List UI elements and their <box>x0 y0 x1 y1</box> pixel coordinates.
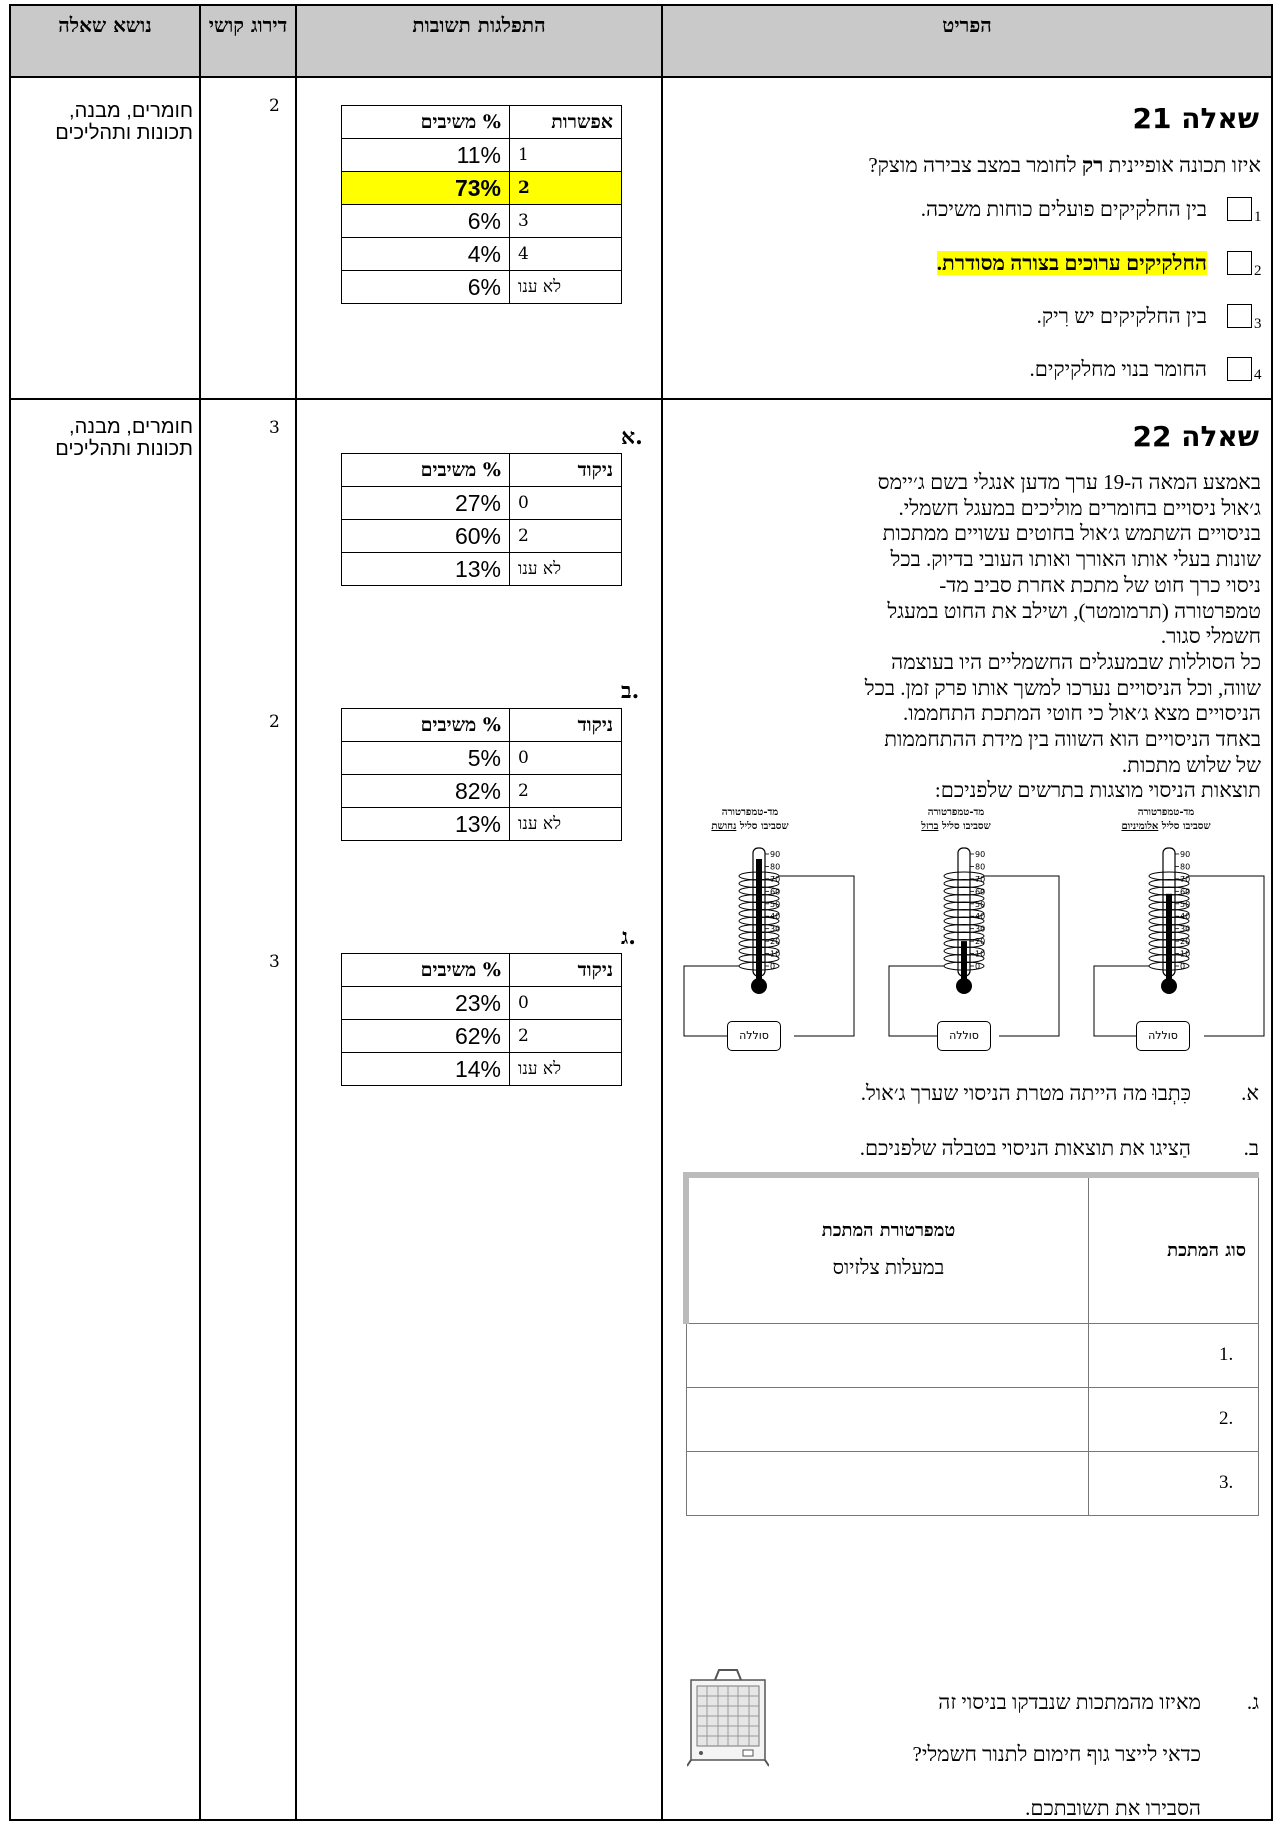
q22-passage <box>671 470 1261 804</box>
table-row: 0 23% <box>342 987 622 1020</box>
answer-col-temperature: טמפרטורת המתכת במעלות צלזיוס <box>686 1175 1089 1323</box>
wire <box>984 876 1059 1036</box>
q22-sub-a-label: א. <box>1241 1081 1259 1105</box>
q22-a-difficulty: 3 <box>269 418 280 438</box>
battery-2: סוללה <box>937 1021 991 1051</box>
q21-question: איזו תכונה אופיינית רק לחומר במצב צבירה מוצק? <box>868 153 1261 177</box>
q22-a-distribution-table: ניקוד % משיבים 0 27% 2 60% לא ענו 13% <box>341 453 622 586</box>
answer-cell-1[interactable] <box>686 1323 1089 1387</box>
tick-label: 70 <box>975 874 986 884</box>
thermometer-bulb <box>1161 978 1177 994</box>
tick-label: 40 <box>975 912 986 922</box>
electric-heater-icon <box>687 1666 769 1768</box>
q22-c-label: ג. <box>621 924 636 950</box>
header-topic: נושא שאלה <box>58 13 152 37</box>
table-row: לא ענו 13% <box>342 808 622 841</box>
tick-label: 10 <box>1180 949 1191 959</box>
q22-sub-b-label: ב. <box>1243 1136 1259 1160</box>
passage-line: באחד הניסויים הוא השווה בין מידת ההתחממות <box>884 727 1261 752</box>
q22-sub-c-line1: מאיזו מהמתכות שנבדקו בניסוי זה <box>938 1690 1201 1714</box>
q22-sub-c-label: ג. <box>1246 1690 1259 1714</box>
exam-analysis-page: נושא שאלה דירוג קושי התפלגות תשובות הפריט חומרים, מבנה, תכונות ותהליכים 2 אפשרות % משיבים 1 11% 2 73% 3 6% 4 4% לא ענו 6% שאלה 21 איזו תכונה אופיינית רק לחומר במצב צבירה מוצק? 1 בין החלקיקים פועלים כוחות משיכה. 2 החלקיקים ערוכים בצורה מסודרת. 3 בין החלקיקים יש רִיק. 4 החומר בנוי מחלקיקים. חומרים, מבנה, תכונות ותהליכים 3 2 3 א. ניקוד % משיבים 0 27% 2 60% לא ענו 13% ב. ניקוד % משיבים 0 5% 2 82% לא ענו 13% ג. ניקוד % משיבים 0 23% 2 62% לא ענו 14% שאלה 22 באמצע המאה ה-19 ערך מדען אנגלי בשם ג׳יימס ג׳אול ניסויים בחומרים מוליכים במעגל חשמלי. בניסויים השתמש ג׳אול בחוטים עשויים ממתכות שונות בעלי אותו האורך ואותו העובי בדיוק. בכל ניסוי כרך חוט של מתכת אחרת סביב מד- טמפרטורה (תרמומטר), ושילב את החוט במעגל חשמלי סגור. כל הסוללות שבמעגלים החשמליים היו בעוצמה שווה, וכל הניסויים נערכו למשך אותו פרק זמן. בכל הניסויים מצא ג׳אול כי חוטי המתכת התחממו. באחד הניסויים הוא השווה בין מידת ההתחממות של שלוש מתכות. תוצאות הניסוי מוצגות בתרשים שלפניכם: 90 80 70 60 50 40 30 20 10 0 90 80 70 60 50 40 30 20 10 0 90 80 70 60 50 40 30 20 10 0 מד-טמפרטורה שסביבו סליל אלומיניום מד-טמפרטורה שסביבו סליל ברזל מד-טמפרטורה שסביבו סליל נחושת סוללה סוללה סוללה א. כִּתְבוּ מה הייתה מטרת הניסוי שערך ג׳אול. ב. הַציגו את תוצאות הניסוי בטבלה שלפניכם. סוג המתכת טמפרטורת המתכת במעלות צלזיוס .1 .2 .3 ג. מאיזו מהמתכות שנבדקו בניסוי זה כדאי לייצר גוף חימום לתנור חשמלי? הסבירו את תשובתכם. <box>9 4 1273 1821</box>
thermometer-3 <box>684 848 854 1036</box>
table-row: לא ענו 13% <box>342 553 622 586</box>
header-difficulty: דירוג קושי <box>208 13 288 37</box>
passage-line: בניסויים השתמש ג׳אול בחוטים עשויים ממתכות <box>882 521 1261 546</box>
answer-cell-2[interactable] <box>686 1387 1089 1451</box>
mercury-column <box>756 859 762 984</box>
tick-label: 40 <box>1180 912 1191 922</box>
passage-line: הניסויים מצא ג׳אול כי חוטי המתכת התחממו. <box>903 701 1261 726</box>
q22-sub-b-text: הַציגו את תוצאות הניסוי בטבלה שלפניכם. <box>859 1136 1191 1160</box>
tick-label: 70 <box>1180 874 1191 884</box>
tick-label: 20 <box>770 937 781 947</box>
tick-label: 30 <box>770 924 781 934</box>
figure-label-1: מד-טמפרטורה שסביבו סליל אלומיניום <box>1121 807 1211 832</box>
thermometer-2 <box>889 848 1059 1036</box>
q22-b-difficulty: 2 <box>269 712 280 732</box>
passage-line: שווה, וכל הניסויים נערכו למשך אותו פרק זמן. בכל <box>864 675 1261 700</box>
thermometer-bulb <box>751 978 767 994</box>
table-row-correct: 2 73% <box>342 172 622 205</box>
passage-line: חשמלי סגור. <box>1160 624 1261 649</box>
table-row: .3 <box>686 1451 1259 1515</box>
table-row: 2 62% <box>342 1020 622 1053</box>
q21-topic: חומרים, מבנה, תכונות ותהליכים <box>55 100 193 144</box>
q21-option-3-checkbox[interactable] <box>1227 304 1252 328</box>
q21-distribution-table <box>341 105 622 304</box>
tick-label: 50 <box>1180 899 1191 909</box>
tick-label: 10 <box>770 949 781 959</box>
tick-label: 80 <box>975 862 986 872</box>
wire <box>889 966 944 1036</box>
tick-label: 60 <box>1180 887 1191 897</box>
tick-label: 0 <box>770 962 776 971</box>
passage-line: באמצע המאה ה-19 ערך מדען אנגלי בשם ג׳יימס <box>877 470 1261 494</box>
q22-topic: חומרים, מבנה, תכונות ותהליכים <box>55 416 193 460</box>
thermometer-bulb <box>956 978 972 994</box>
tick-label: 50 <box>770 899 781 909</box>
q21-option-2-checkbox[interactable] <box>1227 251 1252 275</box>
passage-line: תוצאות הניסוי מוצגות בתרשים שלפניכם: <box>934 778 1261 803</box>
tick-label: 90 <box>975 850 986 859</box>
passage-line: של שלוש מתכות. <box>1121 752 1261 777</box>
q22-a-label: א. <box>621 424 643 450</box>
q21-option-4-checkbox[interactable] <box>1227 357 1252 381</box>
passage-line: טמפרטורה (תרמומטר), ושילב את החוט במעגל <box>887 598 1261 623</box>
tick-label: 70 <box>770 874 781 884</box>
tick-label: 20 <box>1180 937 1191 947</box>
tick-label: 90 <box>1180 850 1191 859</box>
q22-b-label: ב. <box>621 678 640 704</box>
table-row: לא ענו 6% <box>342 271 622 304</box>
wire <box>1189 876 1264 1036</box>
q21-difficulty: 2 <box>269 96 280 116</box>
q22-title: שאלה 22 <box>1132 420 1259 453</box>
q21-option-1-checkbox[interactable] <box>1227 197 1252 221</box>
q22-sub-a-text: כִּתְבוּ מה הייתה מטרת הניסוי שערך ג׳אול. <box>860 1081 1191 1105</box>
table-row: .1 <box>686 1323 1259 1387</box>
q21-option-1: בין החלקיקים פועלים כוחות משיכה. <box>920 197 1207 221</box>
thermometer-figures <box>679 806 1267 1046</box>
table-row: 1 11% <box>342 139 622 172</box>
tick-label: 50 <box>975 899 986 909</box>
table-row: 2 60% <box>342 520 622 553</box>
tick-label: 40 <box>770 912 781 922</box>
table-row: לא ענו 14% <box>342 1053 622 1086</box>
q22-c-difficulty: 3 <box>269 952 280 972</box>
q22-answer-table <box>683 1172 1259 1516</box>
tick-label: 60 <box>975 887 986 897</box>
tick-label: 0 <box>975 962 981 971</box>
q21-title: שאלה 21 <box>1132 102 1259 135</box>
table-row: 0 5% <box>342 742 622 775</box>
q21-option-3: בין החלקיקים יש רִיק. <box>1036 304 1207 328</box>
tick-label: 60 <box>770 887 781 897</box>
figure-label-3: מד-טמפרטורה שסביבו סליל נחושת <box>711 807 789 832</box>
battery-3: סוללה <box>727 1021 781 1051</box>
figure-label-2: מד-טמפרטורה שסביבו סליל ברזל <box>921 807 991 832</box>
table-row: 0 27% <box>342 487 622 520</box>
tick-label: 0 <box>1180 962 1186 971</box>
battery-1: סוללה <box>1136 1021 1190 1051</box>
passage-line: ג׳אול ניסויים בחומרים מוליכים במעגל חשמלי. <box>898 495 1261 520</box>
q22-sub-c-line3: הסבירו את תשובתכם. <box>1025 1796 1201 1820</box>
q21-option-4: החומר בנוי מחלקיקים. <box>1029 357 1207 381</box>
thermometer-1 <box>1094 848 1264 1036</box>
tick-label: 80 <box>770 862 781 872</box>
tick-label: 20 <box>975 937 986 947</box>
tick-label: 10 <box>975 949 986 959</box>
header-item: הפריט <box>942 13 992 37</box>
wire <box>779 876 854 1036</box>
dist-header-option: אפשרות <box>510 106 622 139</box>
answer-col-metal: סוג המתכת <box>1089 1175 1259 1323</box>
q21-option-2-correct: החלקיקים ערוכים בצורה מסודרת. <box>936 251 1207 275</box>
table-row: 4 4% <box>342 238 622 271</box>
table-row: 2 82% <box>342 775 622 808</box>
tick-label: 30 <box>1180 924 1191 934</box>
tick-label: 90 <box>770 850 781 859</box>
answer-cell-3[interactable] <box>686 1451 1089 1515</box>
tick-label: 30 <box>975 924 986 934</box>
passage-line: ניסוי כרך חוט של מתכת אחרת סביב מד- <box>939 572 1261 597</box>
passage-line: כל הסוללות שבמעגלים החשמליים היו בעוצמה <box>891 649 1261 674</box>
table-row: .2 <box>686 1387 1259 1451</box>
dist-header-percent: % משיבים <box>342 106 510 139</box>
table-row: 3 6% <box>342 205 622 238</box>
q22-sub-c-line2: כדאי לייצר גוף חימום לתנור חשמלי? <box>912 1742 1201 1766</box>
q22-b-distribution-table: ניקוד % משיבים 0 5% 2 82% לא ענו 13% <box>341 708 622 841</box>
q22-c-distribution-table: ניקוד % משיבים 0 23% 2 62% לא ענו 14% <box>341 953 622 1086</box>
passage-line: שונות בעלי אותו האורך ואותו העובי בדיוק. בכל <box>890 547 1261 572</box>
header-distribution: התפלגות תשובות <box>412 13 546 37</box>
tick-label: 80 <box>1180 862 1191 872</box>
